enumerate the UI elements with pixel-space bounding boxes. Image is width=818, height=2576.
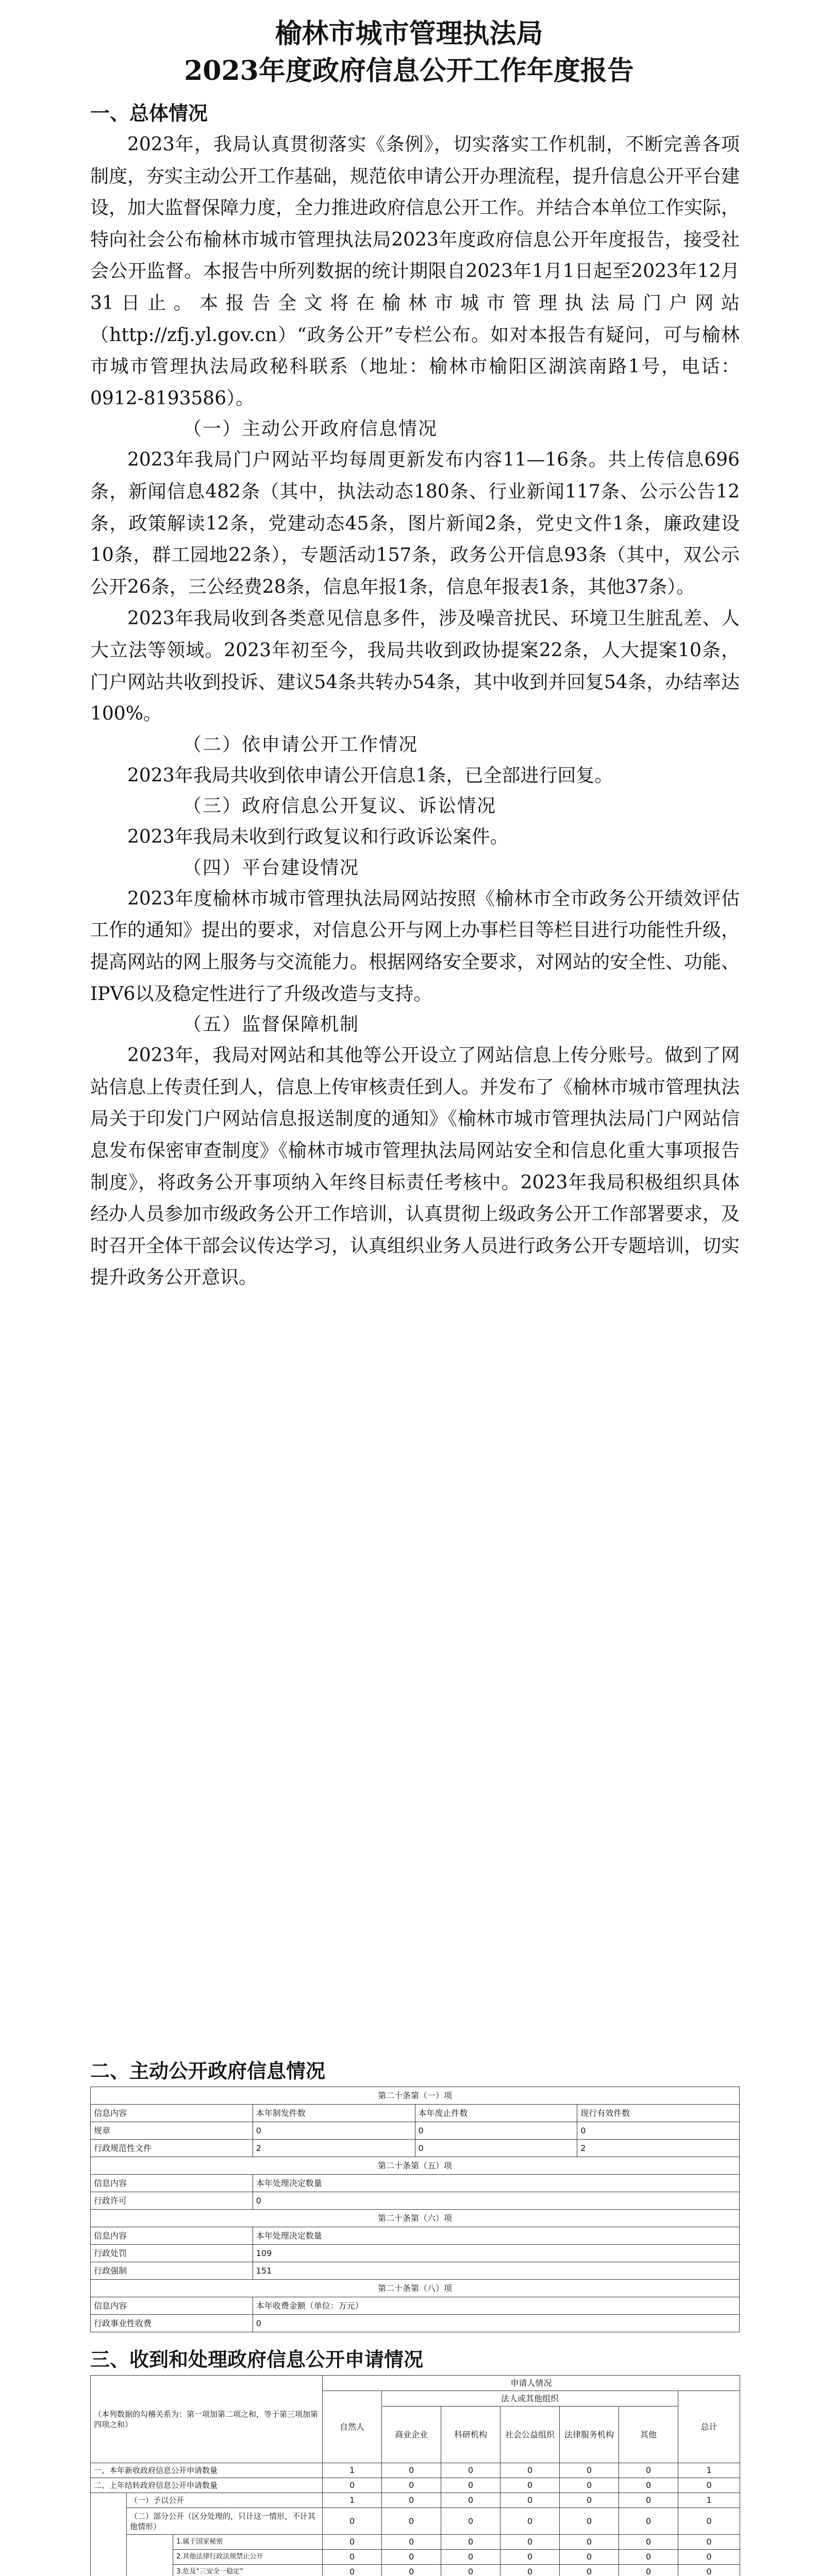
table-row (91, 2535, 740, 2550)
table-cell: 0 (253, 2315, 739, 2332)
table-cell: 0 (619, 2550, 678, 2565)
table-cell: 行政许可 (91, 2192, 253, 2210)
table-cell: 0 (619, 2478, 678, 2493)
table-cell: 1 (678, 2463, 740, 2478)
table-cell: 0 (382, 2493, 441, 2508)
table-cell: 0 (560, 2478, 619, 2493)
table-cell: 1 (323, 2493, 382, 2508)
table-cell: 0 (441, 2550, 500, 2565)
table-cell: 0 (619, 2493, 678, 2508)
table-cell: 0 (382, 2463, 441, 2478)
col-header: 本年制发件数 (253, 2105, 415, 2122)
table-group-header: 第二十条第（八）项 (91, 2280, 740, 2297)
table-row (91, 2140, 740, 2157)
col-header: 本年处理决定数量 (253, 2175, 739, 2192)
table-cell: 0 (382, 2508, 441, 2535)
table-row (91, 2245, 740, 2262)
table-cell: 二、上年结转政府信息公开申请数量 (91, 2478, 323, 2493)
table-cell: 2.其他法律行政法规禁止公开 (173, 2550, 323, 2565)
col-header: 信息内容 (91, 2105, 253, 2122)
table-cell: 1 (323, 2463, 382, 2478)
table-row (91, 2550, 740, 2565)
table-cell: 0 (253, 2192, 739, 2210)
table-cell: 0 (500, 2463, 560, 2478)
section-2-heading: 二、主动公开政府信息情况 (90, 2059, 326, 2082)
col-legal-3: 法律服务机构 (560, 2406, 619, 2463)
table-cell: 2 (577, 2140, 740, 2157)
table-cell: 0 (560, 2550, 619, 2565)
table-cell: 0 (382, 2478, 441, 2493)
table-cell: 0 (441, 2508, 500, 2535)
table-cell: 0 (619, 2508, 678, 2535)
applicant-header: 申请人情况 (323, 2376, 740, 2391)
section-overall (90, 98, 740, 1294)
table-cell: 0 (678, 2535, 740, 2550)
table-cell: 0 (415, 2140, 577, 2157)
table-cell: 0 (619, 2463, 678, 2478)
table-cell: 0 (441, 2565, 500, 2576)
table-row (91, 2463, 740, 2478)
sub-5-title: （五）监督保障机制 (183, 1014, 360, 1036)
table-cell: 0 (441, 2535, 500, 2550)
col-header: 信息内容 (91, 2175, 253, 2192)
table-cell: 0 (619, 2535, 678, 2550)
table-row (91, 2478, 740, 2493)
table-row (91, 2565, 740, 2576)
table-cell: 0 (619, 2565, 678, 2576)
sub-4-paragraph: 2023年度榆林市城市管理执法局网站按照《榆林市全市政务公开绩效评估工作的通知》提出的要求，对信息公开与网上办事栏目等栏目进行功能性升级，提高网站的网上服务与交流能力。根据网络安全要求，对网站的安全性、功能、IPV6以及稳定性进行了升级改造与支持。 (90, 888, 740, 1005)
section-applications (90, 2344, 740, 2576)
table-cell: 0 (560, 2463, 619, 2478)
table-cell: 0 (577, 2122, 740, 2140)
report-title-line1: 榆林市城市管理执法局 (275, 18, 543, 49)
table-row (91, 2262, 740, 2280)
section-1-heading: 一、总体情况 (90, 101, 208, 125)
table-cell: 0 (382, 2535, 441, 2550)
section-proactive (90, 2056, 740, 2332)
table-row (91, 2192, 740, 2210)
table-row (91, 2315, 740, 2332)
table-cell: 0 (441, 2493, 500, 2508)
table-cell: （一）予以公开 (127, 2493, 323, 2508)
table-row (91, 2508, 740, 2535)
group-not-disclose (127, 2535, 173, 2576)
table-cell: 0 (560, 2535, 619, 2550)
table-cell: 0 (500, 2565, 560, 2576)
col-natural: 自然人 (323, 2391, 382, 2463)
table-cell: 0 (560, 2493, 619, 2508)
table-cell: 0 (253, 2122, 415, 2140)
table-cell: 0 (500, 2535, 560, 2550)
table-cell: 0 (678, 2508, 740, 2535)
table-cell: 0 (500, 2550, 560, 2565)
table-cell: 2 (253, 2140, 415, 2157)
col-legal-4: 其他 (619, 2406, 678, 2463)
table-cell: 109 (253, 2245, 739, 2262)
table-cell: 一、本年新收政府信息公开申请数量 (91, 2463, 323, 2478)
section-1-intro: 2023年，我局认真贯彻落实《条例》，切实落实工作机制，不断完善各项制度，夯实主动公开工作基础，规范依申请公开办理流程，提升信息公开平台建设，加大监督保障力度，全力推进政府信息公开工作。并结合本单位工作实际，特向社会公布榆林市城市管理执法局2023年度政府信息公开年度报告，接受社会公开监督。本报告中所列数据的统计期限自2023年1月1日起至2023年12月31日止。本报告全文将在榆林市城市管理执法局门户网站（http://zfj.yl.gov.cn）“政务公开”专栏公布。如对本报告有疑问，可与榆林市城市管理执法局政秘科联系（地址：榆林市榆阳区湖滨南路1号，电话：0912-8193586）。 (90, 134, 740, 409)
table-cell: 行政规范性文件 (91, 2140, 253, 2157)
sub-5-paragraph: 2023年，我局对网站和其他等公开设立了网站信息上传分账号。做到了网站信息上传责任到人，信息上传审核责任到人。并发布了《榆林市城市管理执法局关于印发门户网站信息报送制度的通知》《榆林市城市管理执法局门户网站信息发布保密审查制度》《榆林市城市管理执法局网站安全和信息化重大事项报告制度》，将政务公开事项纳入年终目标责任考核中。2023年我局积极组织具体经办人员参加市级政务公开工作培训，认真贯彻上级政务公开工作部署要求，及时召开全体干部会议传达学习，认真组织业务人员进行政务公开专题培训，切实提升政务公开意识。 (90, 1045, 740, 1289)
table-cell: 行政处罚 (91, 2245, 253, 2262)
table-cell: 0 (678, 2478, 740, 2493)
sub-1-paragraph-1: 2023年我局门户网站平均每周更新发布内容11—16条。共上传信息696条，新闻信息482条（其中，执法动态180条、行业新闻117条、公示公告12条，政策解读12条，党建动态45条，图片新闻2条，党史文件1条，廉政建设10条，群工园地22条），专题活动157条，政务公开信息93条（其中，双公示公开26条，三公经费28条，信息年报1条，信息年报表1条，其他37条）。 (90, 449, 740, 598)
table-cell: 0 (678, 2565, 740, 2576)
table-cell: 0 (382, 2565, 441, 2576)
col-header: 信息内容 (91, 2297, 253, 2315)
section-3-heading: 三、收到和处理政府信息公开申请情况 (90, 2348, 424, 2371)
table-cell: 0 (323, 2478, 382, 2493)
table-row (91, 2122, 740, 2140)
table-cell: 行政事业性收费 (91, 2315, 253, 2332)
sub-2-title: （二）依申请公开工作情况 (183, 734, 419, 755)
table-cell: 0 (500, 2508, 560, 2535)
table-cell: 0 (323, 2535, 382, 2550)
table-cell: 0 (382, 2550, 441, 2565)
sub-4-title: （四）平台建设情况 (183, 857, 360, 878)
table-cell: 1 (678, 2493, 740, 2508)
col-legal-header: 法人或其他组织 (382, 2391, 678, 2406)
table-group-header: 第二十条第（一）项 (91, 2087, 740, 2105)
table-cell: 0 (323, 2565, 382, 2576)
sub-1-title: （一）主动公开政府信息情况 (183, 418, 438, 440)
sub-3-title: （三）政府信息公开复议、诉讼情况 (183, 795, 497, 817)
col-header: 本年处理决定数量 (253, 2227, 739, 2245)
table-cell: （二）部分公开（区分处理的，只计这一情形，不计其他情形） (127, 2508, 323, 2535)
table-cell: 规章 (91, 2122, 253, 2140)
table-cell: 0 (678, 2550, 740, 2565)
col-header: 本年收费金额（单位：万元） (253, 2297, 739, 2315)
table-cell: 3.危及“三安全一稳定” (173, 2565, 323, 2576)
col-legal-1: 科研机构 (441, 2406, 500, 2463)
table-cell: 行政强制 (91, 2262, 253, 2280)
table-cell: 0 (500, 2493, 560, 2508)
proactive-table (90, 2087, 740, 2332)
table-row (91, 2493, 740, 2508)
table-cell: 0 (441, 2478, 500, 2493)
applications-table (90, 2375, 740, 2576)
col-total: 总计 (678, 2391, 740, 2463)
table-cell: 0 (323, 2508, 382, 2535)
table-cell: 0 (323, 2550, 382, 2565)
report-title-line2: 2023年度政府信息公开工作年度报告 (184, 55, 634, 87)
table-cell: 151 (253, 2262, 739, 2280)
col-legal-2: 社会公益组织 (500, 2406, 560, 2463)
col-header: 信息内容 (91, 2227, 253, 2245)
sub-3-paragraph: 2023年我局未收到行政复议和行政诉讼案件。 (127, 826, 509, 848)
table-cell: 0 (560, 2565, 619, 2576)
col-legal-0: 商业企业 (382, 2406, 441, 2463)
table-cell: 1.属于国家秘密 (173, 2535, 323, 2550)
table-cell: 0 (441, 2463, 500, 2478)
table-cell: 0 (560, 2508, 619, 2535)
corner-note: （本列数据的勾稽关系为：第一项加第二项之和，等于第三项加第四项之和） (91, 2376, 323, 2463)
col-header: 现行有效件数 (577, 2105, 740, 2122)
sub-1-paragraph-2: 2023年我局收到各类意见信息多件，涉及噪音扰民、环境卫生脏乱差、人大立法等领域。2023年初至今，我局共收到政协提案22条，人大提案10条，门户网站共收到投诉、建议54条共转办54条，其中收到并回复54条，办结率达100%。 (90, 608, 740, 725)
table-cell: 0 (415, 2122, 577, 2140)
table-cell: 0 (500, 2478, 560, 2493)
col-header: 本年废止件数 (415, 2105, 577, 2122)
sub-2-paragraph: 2023年我局共收到依申请公开信息1条，已全部进行回复。 (127, 765, 613, 786)
table-group-header: 第二十条第（六）项 (91, 2210, 740, 2227)
group-result (91, 2493, 127, 2576)
table-group-header: 第二十条第（五）项 (91, 2157, 740, 2175)
